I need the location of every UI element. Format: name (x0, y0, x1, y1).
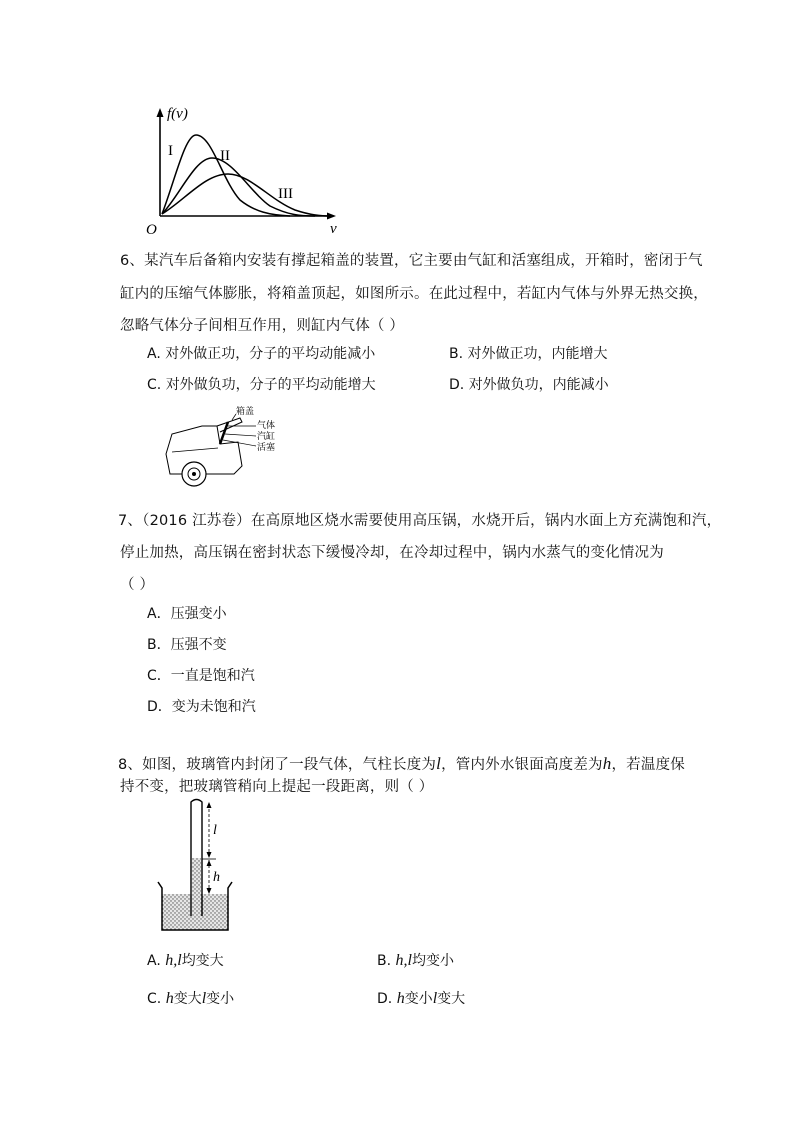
x-axis-label: v (330, 221, 337, 237)
q8-option-c-var2: l (201, 990, 207, 1007)
q6-option-a[interactable] (147, 343, 375, 363)
q7-option-a-letter: A． (147, 606, 171, 622)
q8-option-c-var: h (165, 990, 174, 1007)
label-gas: 气体 (257, 421, 276, 431)
q7-stem-line2: 停止加热，高压锅在密封状态下缓慢冷却，在冷却过程中，锅内水蒸气的变化情况为 (120, 545, 664, 561)
curve-III (162, 174, 332, 216)
q7-stem-line3: （ ） (120, 577, 155, 593)
q6-option-d-text: 对外做负功，内能减小 (468, 377, 609, 393)
q8-option-b-text: 均变小 (411, 953, 454, 969)
q6-option-b[interactable] (449, 343, 608, 363)
leader-cyl (225, 434, 256, 436)
label-piston: 活塞 (257, 443, 276, 453)
q8-stem-part-c: ，若温度保 (611, 757, 685, 773)
q8-var-l: l (436, 754, 442, 773)
q8-stem-line2: 持不变，把玻璃管稍向上提起一段距离，则（ ） (120, 779, 434, 795)
q8-option-c-text2: 变小 (206, 991, 235, 1007)
q8-option-d[interactable] (377, 988, 465, 1008)
origin-label: O (146, 222, 157, 238)
q7-option-c-text: 一直是饱和汽 (170, 668, 255, 684)
dim-h-arrow-bottom (207, 888, 212, 894)
q6-option-c-letter: C. (147, 377, 162, 393)
y-axis-label: f(v) (167, 106, 188, 122)
q8-stem-line1 (118, 753, 685, 774)
q6-option-b-letter: B. (449, 346, 464, 362)
dim-h-arrow-top (207, 860, 212, 866)
q7-option-a[interactable] (147, 603, 227, 623)
q8-option-a-letter: A. (147, 953, 161, 969)
q6-option-a-letter: A. (147, 346, 161, 362)
dim-l-arrow-bottom (207, 852, 212, 858)
q6-stem-line3: 忽略气体分子间相互作用，则缸内气体（ ） (120, 318, 405, 334)
q6-option-b-text: 对外做正功，内能增大 (467, 346, 608, 362)
q8-option-c-letter: C. (147, 991, 162, 1007)
q8-option-a[interactable] (147, 950, 224, 970)
q8-option-a-text: 均变大 (181, 953, 224, 969)
q6-option-c[interactable] (147, 374, 376, 394)
q8-option-d-var: h (396, 990, 405, 1007)
dim-h-label: h (213, 870, 220, 885)
car-trunk-figure (162, 404, 292, 494)
q6-option-d-letter: D. (449, 377, 465, 393)
y-axis-arrow (157, 108, 164, 117)
q6-option-c-text: 对外做负功，分子的平均动能增大 (165, 377, 376, 393)
wheel-center (192, 472, 196, 476)
q7-option-b-letter: B． (147, 637, 171, 653)
car-trim (172, 448, 218, 452)
q8-option-d-text: 变小 (404, 991, 433, 1007)
speed-distribution-figure (140, 100, 350, 240)
label-cylinder: 汽缸 (257, 432, 276, 442)
q7-option-d-text: 变为未饱和汽 (171, 699, 256, 715)
q7-option-a-text: 压强变小 (170, 606, 227, 622)
trunk-lid (217, 418, 242, 432)
q8-var-h: h (602, 754, 612, 773)
q8-option-d-text2: 变大 (437, 991, 466, 1007)
label-lid: 箱盖 (236, 407, 255, 417)
curve-III-label: III (278, 186, 293, 202)
q8-option-b[interactable] (377, 950, 454, 970)
curve-II-label: II (220, 148, 230, 164)
q7-option-d[interactable] (147, 696, 256, 716)
q6-stem-line1: 6、某汽车后备箱内安装有撑起箱盖的装置，它主要由气缸和活塞组成，开箱时，密闭于气 (120, 253, 703, 269)
q8-option-d-letter: D. (377, 991, 393, 1007)
q8-stem-part-b: ，管内外水银面高度差为 (441, 757, 603, 773)
tube-mercury (192, 858, 201, 916)
q8-option-b-letter: B. (377, 953, 392, 969)
q8-option-c-text: 变大 (173, 991, 202, 1007)
q7-option-d-letter: D． (147, 699, 172, 715)
q8-option-c[interactable] (147, 988, 234, 1008)
q8-option-b-var: h,l (395, 952, 412, 969)
q6-option-a-text: 对外做正功，分子的平均动能减小 (165, 346, 376, 362)
q7-option-c[interactable] (147, 665, 255, 685)
q6-option-d[interactable] (449, 374, 609, 394)
q7-option-b[interactable] (147, 634, 227, 654)
q7-option-c-letter: C． (147, 668, 171, 684)
q7-option-b-text: 压强不变 (170, 637, 227, 653)
q8-option-d-var2: l (432, 990, 438, 1007)
mercury-tube-figure (150, 796, 240, 938)
q8-option-a-var: h,l (165, 952, 182, 969)
q6-stem-line2: 缸内的压缩气体膨胀，将箱盖顶起，如图所示。在此过程中，若缸内气体与外界无热交换， (120, 286, 708, 302)
curve-I-label: I (168, 143, 173, 159)
q7-stem-line1: 7、（2016 江苏卷）在高原地区烧水需要使用高压锅，水烧开后，锅内水面上方充满饱和汽， (118, 513, 722, 529)
dim-l-label: l (213, 823, 217, 838)
dim-l-arrow-top (207, 802, 212, 808)
q8-stem-part-a: 8、如图，玻璃管内封闭了一段气体，气柱长度为 (118, 757, 437, 773)
